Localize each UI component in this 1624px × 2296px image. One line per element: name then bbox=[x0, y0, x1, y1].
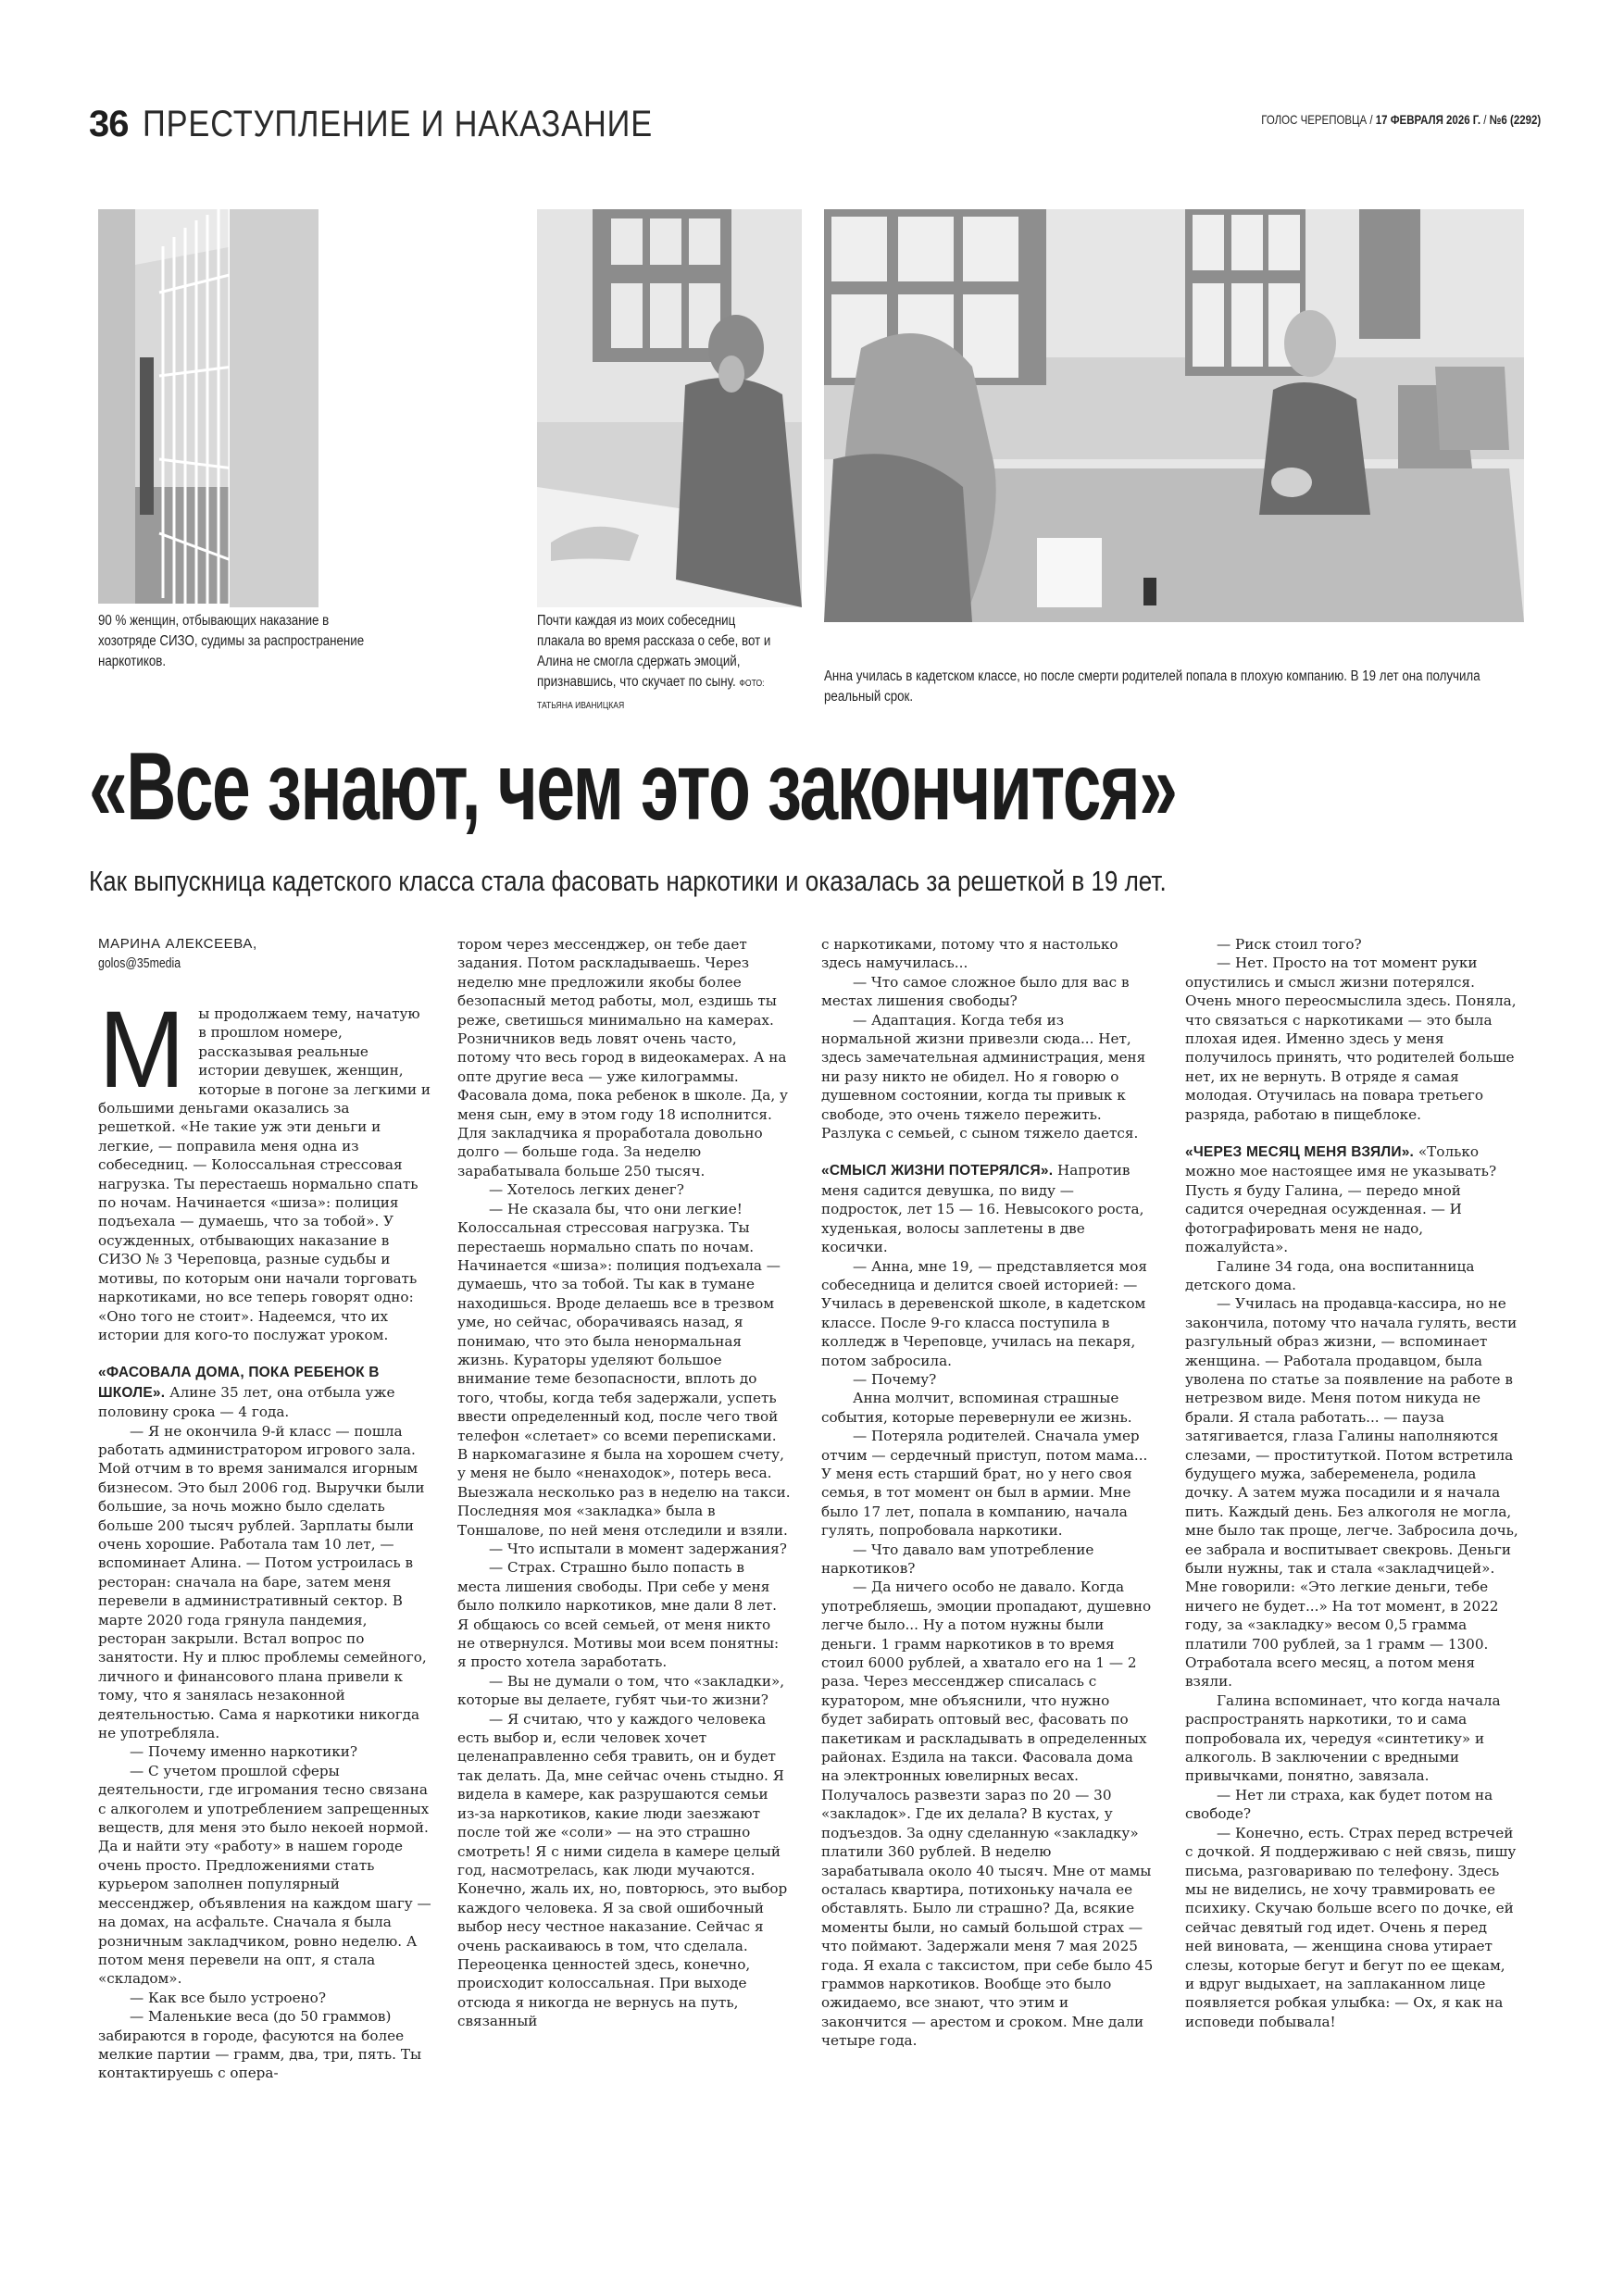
article-subheadline: Как выпускница кадетского класса стала фасовать наркотики и оказалась за решеткой в 19 лет. bbox=[89, 865, 1167, 897]
page-number: 36 bbox=[89, 104, 129, 144]
section-lead-text: «Только можно мое настоящее имя не указывать? Пусть я буду Галина, — передо мной садится очередная осужденная. — И фотографировать меня не надо, пожалуйста». bbox=[1185, 1143, 1497, 1256]
section-lead-text: Напротив меня садится девушка, по виду — подросток, лет 15 — 16. Невысокого роста, худенькая, волосы заплетены в две косички. bbox=[821, 1162, 1144, 1256]
paragraph: — Потеряла родителей. Сначала умер отчим — сердечный приступ, потом мама... У меня есть старший брат, но у него своя семья, в тот момент он был в армии. Мне было 17 лет, попала в компанию, начала гулять, попробовала наркотики. bbox=[821, 1428, 1148, 1540]
issue-info bbox=[1261, 111, 1541, 128]
section-heading: «ЧЕРЕЗ МЕСЯЦ МЕНЯ ВЗЯЛИ». bbox=[1185, 1144, 1415, 1161]
paragraph: — Страх. Страшно было попасть в места лишения свободы. При себе у меня было полкило наркотиков, мне дали 8 лет. Я общаюсь со всей семьей, от меня никто не отвернулся. Мотивы мои всем понятны: я просто хотела заработать. bbox=[457, 1559, 780, 1671]
paragraph: — С учетом прошлой сферы деятельности, где игромания тесно связана с алкоголем и употреблением запрещенных веществ, для меня это было некоей нормой. Да и найти эту «работу» в нашем городе очень просто. Предложениями стать курьером заполнен популярный мессенджер, объявления на каждом шагу — на домах, на асфальте. Сначала я была розничным закладчиком, ровно неделю. А потом меня перевели на опт, я стала «складом». bbox=[98, 1762, 431, 1988]
photo-caption: Анна училась в кадетском классе, но после смерти родителей попала в плохую компанию. В 19 лет она получила реальный срок. bbox=[824, 668, 1480, 705]
alina-photo bbox=[537, 209, 802, 607]
prison-corridor-photo bbox=[98, 209, 233, 604]
section-lead bbox=[98, 1363, 431, 1421]
paragraph: — Как все было устроено? bbox=[130, 1989, 326, 2006]
corridor-image bbox=[98, 209, 233, 604]
issue-date: 17 ФЕВРАЛЯ 2026 Г. bbox=[1375, 112, 1480, 127]
section-heading: «ФАСОВАЛА ДОМА, ПОКА РЕБЕНОК В ШКОЛЕ». bbox=[98, 1365, 380, 1401]
intro-paragraph: ы продолжаем тему, начатую в прошлом номере, рассказывая реальные истории девушек, женщин, которые в погоне за легкими и большими деньгами оказались за решеткой. «Не такие уж эти деньги и легкие, — поправила меня одна из собеседниц. — Колоссальная стрессовая нагрузка. Ты перестаешь нормально спать по ночам. Начинается «шиза»: полиция подъехала — думаешь, что за тобой». У осужденных, отбывающих наказание в СИЗО № 3 Череповца, разные судьбы и мотивы, по которым они начали торговать наркотиками, но все теперь говорят одно: «Оно того не стоит». Надеемся, что их истории для кого-то послужат уроком. bbox=[98, 1005, 431, 1343]
paragraph: Анна молчит, вспоминая страшные события, которые перевернули ее жизнь. bbox=[821, 1390, 1132, 1426]
author-email: golos@35media bbox=[98, 955, 181, 971]
paragraph: — Я считаю, что у каждого человека есть выбор и, если человек хочет целенаправленно себя травить, он и будет так делать. Да, мне сейчас очень стыдно. Я видела в камере, как разрушаются семьи из-за наркотиков, какие люди заезжают после той же «соли» — на это страшно смотреть! Я с ними сидела в камере целый год, насмотрелась, как люди мучаются. Конечно, жаль их, но, повторюсь, это выбор каждого человека. Я за свой ошибочный выбор несу честное наказание. Сейчас я очень раскаиваюсь в том, что сделала. Переоценка ценностей здесь, конечно, происходит колоссальная. При выходе отсюда я никогда не вернусь на путь, связанный bbox=[457, 1710, 788, 2030]
paragraph: — Что самое сложное было для вас в местах лишения свободы? bbox=[821, 973, 1130, 1010]
section-lead-text: Алине 35 лет, она отбыла уже половину срока — 4 года. bbox=[98, 1383, 395, 1421]
section-lead bbox=[1185, 1142, 1518, 1256]
caption-text: Почти каждая из моих собеседниц плакала во время рассказа о себе, вот и Алина не смогла сдержать эмоций, признавшись, что скучает по сыну. bbox=[537, 613, 771, 690]
interview-photo bbox=[824, 209, 1524, 622]
paragraph: — Хотелось легких денег? bbox=[489, 1181, 684, 1199]
paragraph: — Не сказала бы, что они легкие! Колоссальная стрессовая нагрузка. Ты перестаешь нормально спать по ночам. Начинается «шиза»: полиция подъехала — думаешь, что за тобой. Ты как в тумане находишься. Вроде делаешь все в трезвом уме, но сейчас, оборачиваясь назад, я понимаю, что это была ненормальная жизнь. Кураторы уделяют большое внимание теме безопасности, вплоть до того, чтобы, когда тебя задержали, успеть ввести определенный код, после чего твой телефон «слетает» со всеми переписками. В наркомагазине я была на хорошем счету, у меня не было «ненаходок», потерь веса. Выезжала несколько раз в неделю на такси. Последняя моя «закладка» была в Тоншалове, по ней меня отследили и взяли. bbox=[457, 1200, 791, 1539]
paragraph: — Нет ли страха, как будет потом на свободе? bbox=[1185, 1786, 1493, 1823]
paragraph: — Конечно, есть. Страх перед встречей с дочкой. Я поддерживаю с ней связь, пишу письма, разговариваю по телефону. Здесь мы не виделись, не хочу травмировать ее психику. Скучаю больше всего по дочке, ей сейчас девятый год идет. Очень я перед ней виновата, — женщина снова утирает слезы, которые бегут и бегут по ее щекам, и вдруг выдыхает, на заплаканном лице появляется робкая улыбка: — Ох, я как на исповеди побывала! bbox=[1185, 1824, 1517, 2030]
paragraph: — Да ничего особо не давало. Когда употребляешь, эмоции пропадают, душевно легче было... Ну а потом нужны были деньги. 1 грамм наркотиков в то время стоил 6000 рублей, а хватало его на 1 — 2 раза. Через мессенджер списалась с куратором, мне объяснили, что нужно будет забирать оптовый вес, фасовать по пакетикам и раскладывать в определенных районах. Ездила на такси. Фасовала дома на электронных ювелирных весах. Получалось развезти зараз по 20 — 30 «закладок». Где их делала? В кустах, у подъездов. За одну сделанную «закладку» платили 360 рублей. В неделю зарабатывала около 40 тысяч. Мне от мамы осталась квартира, потихоньку начала ее обставлять. Было ли страшно? Да, всякие моменты были, но самый большой страх — что поймают. Задержали меня 7 мая 2025 года. Я ехала с таксистом, при себе было 45 граммов наркотиков. Вообще это было ожидаемо, все знают, что этим и закончится — арестом и сроком. Мне дали четыре года. bbox=[821, 1578, 1154, 2050]
section-heading: «СМЫСЛ ЖИЗНИ ПОТЕРЯЛСЯ». bbox=[821, 1163, 1054, 1179]
paragraph: — Что давало вам употребление наркотиков? bbox=[821, 1541, 1094, 1577]
drop-cap: М bbox=[98, 989, 185, 1111]
page-header bbox=[89, 104, 1541, 156]
paragraph: — Что испытали в момент задержания? bbox=[489, 1541, 787, 1557]
paragraph: Галина вспоминает, что когда начала распространять наркотики, то и сама попробовала их, чередуя «синтетику» и алкоголь. В заключении с вредными привычками, понятно, завязала. bbox=[1185, 1691, 1501, 1785]
paragraph: с наркотиками, потому что я настолько здесь намучилась... bbox=[821, 936, 1118, 972]
paragraph: — Вы не думали о том, что «закладки», которые вы делаете, губят чьи-то жизни? bbox=[457, 1672, 785, 1709]
paragraph: тором через мессенджер, он тебе дает задания. Потом раскладываешь. Через неделю мне предложили якобы более безопасный метод работы, мол, ездишь ты реже, светишься минимально на камерах. Розничников ведь ловят очень часто, потому что весь город в видеокамерах. А на опте другие веса — уже килограммы. Фасовала дома, пока ребенок в школе. Да, у меня сын, ему в этом году 18 исполнится. Для закладчика я проработала довольно долго — больше года. За неделю зарабатывала больше 250 тысяч. bbox=[457, 936, 788, 1179]
article-column-3 bbox=[821, 935, 1155, 2051]
paragraph: — Почему именно наркотики? bbox=[130, 1743, 357, 1761]
alina-image bbox=[537, 209, 802, 607]
crying-inmate-photo bbox=[230, 209, 319, 607]
photo-caption: 90 % женщин, отбывающих наказание в хозотряде СИЗО, судимы за распространение наркотиков. bbox=[98, 613, 365, 669]
paragraph: — Училась на продавца-кассира, но не закончила, потому что начала гулять, вести разгульный образ жизни, — вспоминает женщина. — Работала продавцом, была уволена по статье за появление на работе в нетрезвом виде. Меня потом никуда не брали. Я стала работать... — пауза затягивается, глаза Галины наполняются слезами, — проституткой. Потом встретила будущего мужа, забеременела, родила дочку. А затем мужа посадили и я начала пить. Каждый день. Без алкоголя не могла, мне было так проще, легче. Забросила дочь, ее забрала и воспитывает свекровь. Деньги были нужны, так и стала «закладчицей». Мне говорили: «Это легкие деньги, тебе ничего не будет...» На тот момент, в 2022 году, за «закладку» весом 0,5 грамма платили 700 рублей, за 1 грамм — 1300. Отработала всего месяц, а потом меня взяли. bbox=[1185, 1295, 1518, 1691]
section-lead bbox=[821, 1161, 1155, 1256]
intro-block bbox=[98, 989, 431, 1344]
newspaper-name: ГОЛОС ЧЕРЕПОВЦА bbox=[1261, 112, 1368, 127]
paragraph: — Анна, мне 19, — представляется моя собеседница и делится своей историей: — Училась в деревенской школе, в кадетском классе. После 9-го класса поступила в колледж в Череповце, училась на пекаря, потом забросила. bbox=[821, 1257, 1147, 1369]
paragraph: — Риск стоил того? bbox=[1217, 936, 1362, 953]
separator: / bbox=[1483, 112, 1490, 127]
article-column-1 bbox=[98, 935, 431, 2083]
paragraph: Галине 34 года, она воспитанница детского дома. bbox=[1185, 1257, 1475, 1293]
article-headline: «Все знают, чем это закончится» bbox=[89, 733, 1177, 841]
paragraph: — Почему? bbox=[853, 1370, 937, 1388]
paragraph: — Нет. Просто на тот момент руки опустились и смысл жизни потерялся. Очень много переосмыслила здесь. Поняла, что связаться с наркотиками — это была плохая идея. Именно здесь у меня получилось принять, что родителей больше нет, их не вернуть. В отряде я самая молодая. Отучилась на повара третьего разряда, работаю в пищеблоке. bbox=[1185, 955, 1517, 1123]
photo-caption bbox=[537, 611, 776, 717]
article-column-2 bbox=[457, 935, 791, 2031]
paragraph: — Адаптация. Когда тебя из нормальной жизни привезли сюда... Нет, здесь замечательная администрация, меня ни разу никто не обидел. Но я говорю о душевном состоянии, когда ты привык к свободе, это очень тяжело пережить. Разлука с семьей, с сыном тяжело дается. bbox=[821, 1011, 1146, 1142]
author-name: МАРИНА АЛЕКСЕЕВА, bbox=[98, 936, 257, 952]
separator: / bbox=[1369, 112, 1376, 127]
section-rubric: ПРЕСТУПЛЕНИЕ И НАКАЗАНИЕ bbox=[143, 104, 654, 144]
interview-image bbox=[824, 209, 1524, 622]
article-column-4 bbox=[1185, 935, 1518, 2031]
paragraph: — Я не окончила 9-й класс — пошла работать администратором игрового зала. Мой отчим в то время занимался игорным бизнесом. Это был 2006 год. Выручки были большие, за ночь можно было сделать больше 200 тысяч рублей. Зарплаты были очень хорошие. Работала там 10 лет, — вспоминает Алина. — Потом устроилась в ресторан: сначала на баре, затем меня перевели в административный сектор. В марте 2020 года грянула пандемия, ресторан закрыли. Встал вопрос по занятости. Ну и плюс проблемы семейного, личного и финансового плана привели к тому, что я занялась незаконной деятельностью. Сама я наркотики никогда не употребляла. bbox=[98, 1422, 427, 1742]
photo-credit: ФОТО: ТАТЬЯНА ИВАНИЦКАЯ bbox=[537, 679, 765, 711]
issue-number: №6 (2292) bbox=[1489, 112, 1541, 127]
paragraph: — Маленькие веса (до 50 граммов) забираются в городе, фасуются на более мелкие партии — грамм, два, три, пять. Ты контактируешь с опера- bbox=[98, 2008, 422, 2082]
